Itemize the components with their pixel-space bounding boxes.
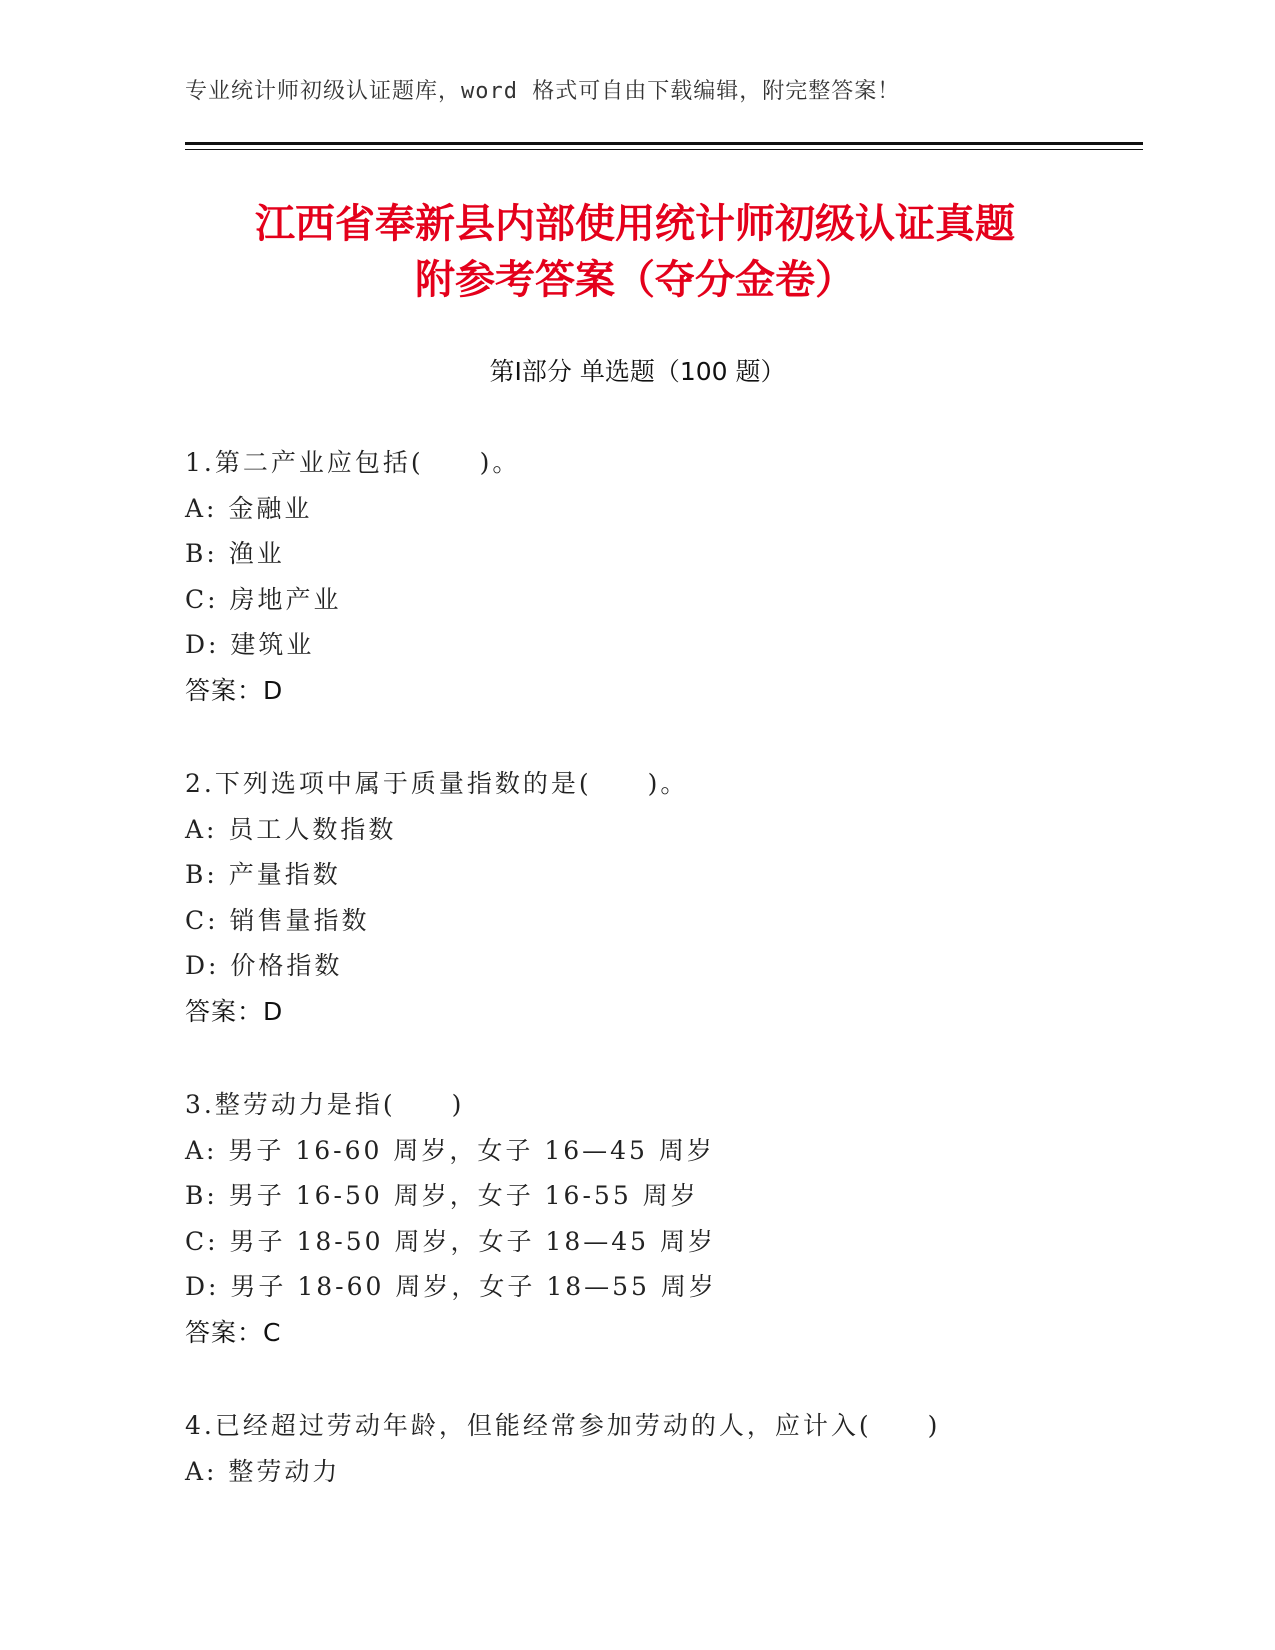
option-c: C: 房地产业 bbox=[185, 584, 342, 614]
option-b: B: 男子 16-50 周岁，女子 16-55 周岁 bbox=[185, 1181, 699, 1210]
header-divider-thin bbox=[185, 149, 1143, 150]
option-c: C: 销售量指数 bbox=[185, 905, 370, 935]
question-stem: 2.下列选项中属于质量指数的是( )。 bbox=[185, 769, 689, 798]
option-a: A: 员工人数指数 bbox=[185, 814, 397, 844]
question-3 bbox=[185, 1082, 1185, 1355]
answer: 答案：D bbox=[185, 675, 284, 705]
question-stem: 4.已经超过劳动年龄，但能经常参加劳动的人，应计入( ) bbox=[185, 1411, 941, 1440]
question-4 bbox=[185, 1403, 1185, 1494]
option-a: A: 整劳动力 bbox=[185, 1456, 341, 1486]
option-d: D: 价格指数 bbox=[185, 951, 343, 980]
option-d: D: 建筑业 bbox=[185, 630, 315, 659]
answer: 答案：D bbox=[185, 996, 284, 1026]
section-heading: 第Ⅰ部分 单选题（100 题） bbox=[489, 357, 786, 386]
option-c: C: 男子 18-50 周岁，女子 18—45 周岁 bbox=[185, 1226, 716, 1256]
option-d: D: 男子 18-60 周岁，女子 18—55 周岁 bbox=[185, 1272, 717, 1301]
question-stem: 3.整劳动力是指( ) bbox=[185, 1090, 465, 1119]
title-line-2: 附参考答案（夺分金卷） bbox=[415, 257, 855, 303]
document-title bbox=[120, 196, 1150, 308]
answer: 答案：C bbox=[185, 1317, 282, 1347]
header-divider-thick bbox=[185, 142, 1143, 145]
question-list bbox=[185, 440, 1185, 1542]
option-b: B: 产量指数 bbox=[185, 860, 341, 889]
option-a: A: 金融业 bbox=[185, 493, 313, 523]
option-b: B: 渔业 bbox=[185, 539, 285, 568]
question-stem: 1.第二产业应包括( )。 bbox=[185, 448, 521, 477]
question-2 bbox=[185, 761, 1185, 1034]
title-line-1: 江西省奉新县内部使用统计师初级认证真题 bbox=[255, 201, 1015, 247]
header-note: 专业统计师初级认证题库，word 格式可自由下载编辑，附完整答案！ bbox=[185, 79, 901, 104]
option-a: A: 男子 16-60 周岁，女子 16—45 周岁 bbox=[185, 1135, 715, 1165]
question-1 bbox=[185, 440, 1185, 713]
